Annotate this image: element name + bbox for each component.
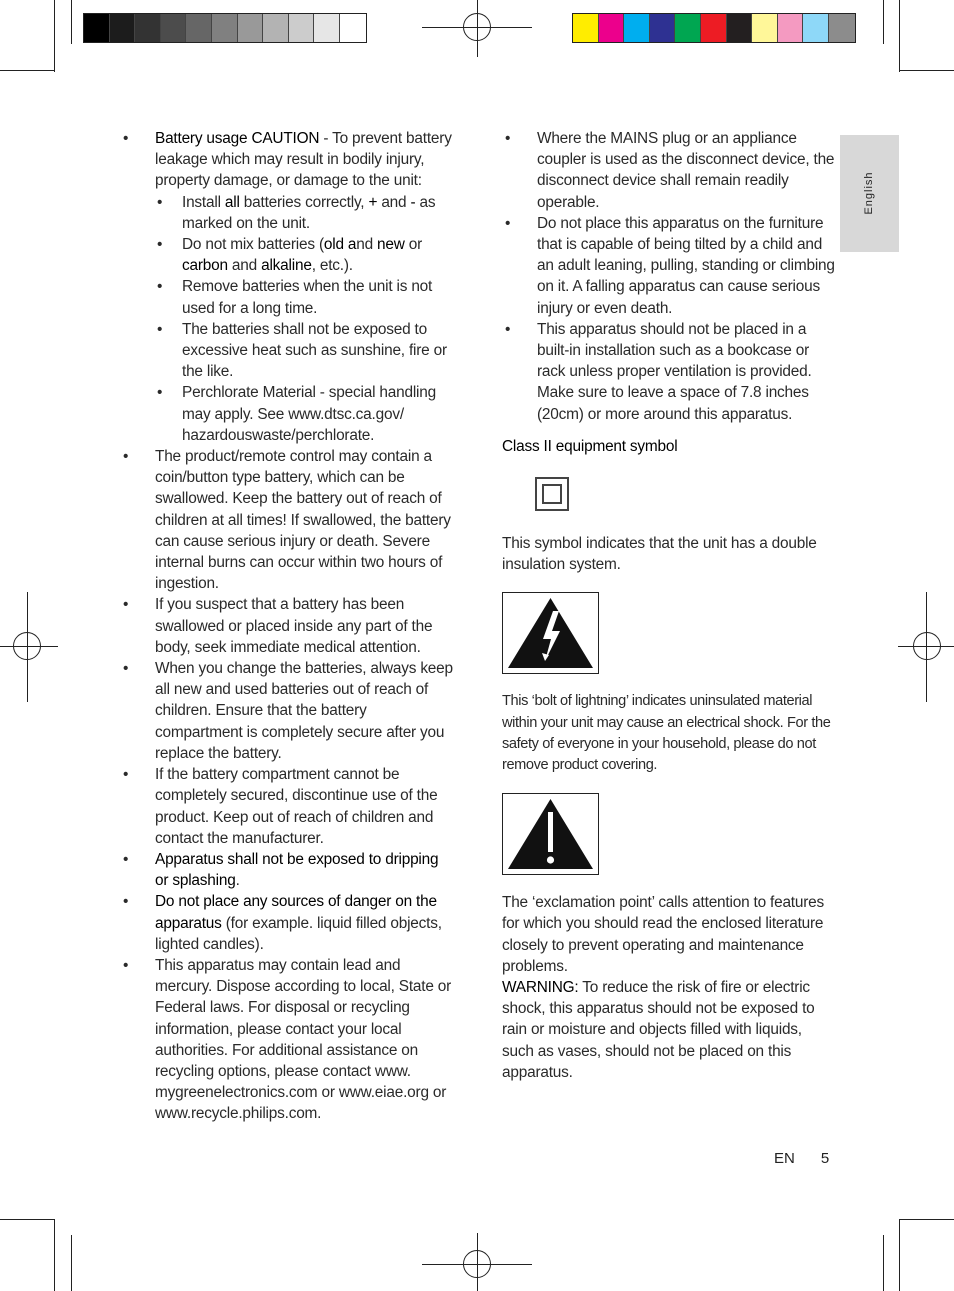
list-item-battery-caution — [120, 128, 454, 446]
sub-item-heat: • The batteries shall not be exposed to excessive heat such as sunshine, fire or the like. — [155, 319, 454, 383]
process-swatch — [650, 14, 676, 42]
list-item-coin-cell: • The product/remote control may contain a coin/button type battery, which can be swallowed. Keep the battery out of reach of children at all times! If swallowed, the battery can cause serious injury or death. Severe internal burns can occur within two hours of ingestion. — [120, 446, 454, 594]
sub-item-perchlorate: • Perchlorate Material - special handling may apply. See www.dtsc.ca.gov/ hazardouswaste/perchlorate. — [155, 382, 454, 446]
grayscale-swatch — [238, 14, 264, 42]
page-number: 5 — [820, 1150, 830, 1167]
class2-description: This symbol indicates that the unit has a double insulation system. — [502, 535, 817, 574]
grayscale-swatch — [135, 14, 161, 42]
class2-symbol-icon — [535, 477, 569, 511]
dripping-bold: Apparatus shall not be exposed to dripping or splashing — [155, 850, 439, 890]
sub-item-install — [155, 192, 454, 234]
battery-caution-intro: - To prevent battery leakage which may result in bodily injury, property damage, or damage to the unit: — [155, 130, 452, 190]
list-item-change-batteries: • When you change the batteries, always keep all new and used batteries out of reach of children. Ensure that the battery compartment is completely secure after you replace the battery. — [120, 658, 454, 764]
grayscale-swatch — [314, 14, 340, 42]
list-item-ventilation: • This apparatus should not be placed in a built-in installation such as a bookcase or rack unless proper ventilation is provided. Make sure to leave a space of 7.8 inches (20cm) or more around this apparatus. — [502, 319, 836, 425]
page-footer — [774, 1150, 829, 1167]
grayscale-swatch — [340, 14, 366, 42]
exclamation-warning-icon — [502, 793, 599, 875]
battery-caution-label: Battery usage CAUTION — [155, 130, 320, 147]
text-run: - — [410, 193, 416, 211]
class2-heading: Class II equipment symbol — [502, 437, 678, 455]
battery-sub-list — [155, 192, 454, 446]
process-swatch — [675, 14, 701, 42]
exclamation-description: The ‘exclamation point’ calls attention to features for which you should read the enclosed literature closely to prevent operating and maintenance problems. — [502, 894, 825, 975]
text-run: all — [224, 193, 240, 211]
grayscale-swatch — [289, 14, 315, 42]
safety-list-left — [120, 128, 454, 1125]
lightning-description: This ‘bolt of lightning’ indicates uninsulated material within your unit may cause an electrical shock. For the safety of everyone in your household, please do not remove product covering. — [502, 693, 831, 774]
language-side-tab-label: English — [863, 171, 875, 215]
text-run: , etc.). — [311, 257, 353, 275]
grayscale-swatch — [212, 14, 238, 42]
footer-language-code: EN — [774, 1150, 795, 1167]
warning-label: WARNING: — [502, 979, 579, 997]
text-run: as marked on the unit. — [182, 193, 436, 232]
process-swatch — [701, 14, 727, 42]
danger-rest: (for example. liquid filled objects, lighted candles). — [155, 914, 442, 953]
text-run: Install — [182, 193, 225, 211]
warning-text: To reduce the risk of fire or electric shock, this apparatus should not be exposed to rain or moisture and objects filled with liquids, such as vases, should not be placed on this apparatus. — [502, 979, 815, 1081]
sub-item-mix — [155, 234, 454, 276]
list-item-furniture: • Do not place this apparatus on the furniture that is capable of being tilted by a child and an adult leaning, pulling, standing or climbing on it. A falling apparatus can cause serious injury or even death. — [502, 213, 836, 319]
process-swatch — [778, 14, 804, 42]
grayscale-swatch — [263, 14, 289, 42]
list-item-not-secured: • If the battery compartment cannot be completely secured, discontinue use of the product. Keep out of reach of children and contact the manufacturer. — [120, 764, 454, 849]
text-run: or — [404, 236, 423, 254]
process-swatch — [727, 14, 753, 42]
grayscale-swatch — [84, 14, 110, 42]
text-run: and — [227, 257, 262, 275]
text-run: Do not mix batteries ( — [182, 236, 324, 254]
grayscale-swatch — [186, 14, 212, 42]
process-swatch — [752, 14, 778, 42]
text-run: batteries correctly, — [239, 193, 369, 211]
process-swatch — [573, 14, 599, 42]
list-item-danger-sources — [120, 891, 454, 955]
process-swatch — [599, 14, 625, 42]
process-swatch — [803, 14, 829, 42]
danger-bold: Do not place any sources of danger on the apparatus — [155, 893, 437, 932]
text-run: new — [377, 236, 405, 254]
list-item-swallowed: • If you suspect that a battery has been swallowed or placed inside any part of the body, seek immediate medical attention. — [120, 594, 454, 658]
text-run: old a — [323, 236, 357, 254]
warning-paragraph — [502, 977, 836, 1083]
language-side-tab — [840, 135, 899, 252]
process-color-bar — [572, 13, 856, 43]
list-item-mains: • Where the MAINS plug or an appliance coupler is used as the disconnect device, the disconnect device shall remain readily operable. — [502, 128, 836, 213]
process-swatch — [829, 14, 855, 42]
list-item-dripping — [120, 849, 454, 891]
text-run: carbon — [182, 257, 228, 275]
text-run: nd — [356, 236, 378, 254]
text-run: + — [368, 193, 378, 211]
lightning-warning-icon — [502, 592, 599, 674]
text-run: alkaline — [261, 257, 312, 275]
list-item-lead-mercury: • This apparatus may contain lead and mercury. Dispose according to local, State or Federal laws. For disposal or recycling information, please contact your local authorities. For additional assistance on recycling options, please contact www. mygreenelectronics.com or www.eiae.org or www.recycle.philips.com. — [120, 955, 454, 1125]
grayscale-color-bar — [83, 13, 367, 43]
safety-list-right — [502, 128, 836, 425]
process-swatch — [624, 14, 650, 42]
grayscale-swatch — [110, 14, 136, 42]
dripping-end: . — [235, 872, 240, 890]
left-column — [120, 128, 454, 1125]
sub-item-remove: • Remove batteries when the unit is not used for a long time. — [155, 276, 454, 318]
text-run: and — [377, 193, 411, 211]
right-column — [502, 128, 836, 1083]
grayscale-swatch — [161, 14, 187, 42]
